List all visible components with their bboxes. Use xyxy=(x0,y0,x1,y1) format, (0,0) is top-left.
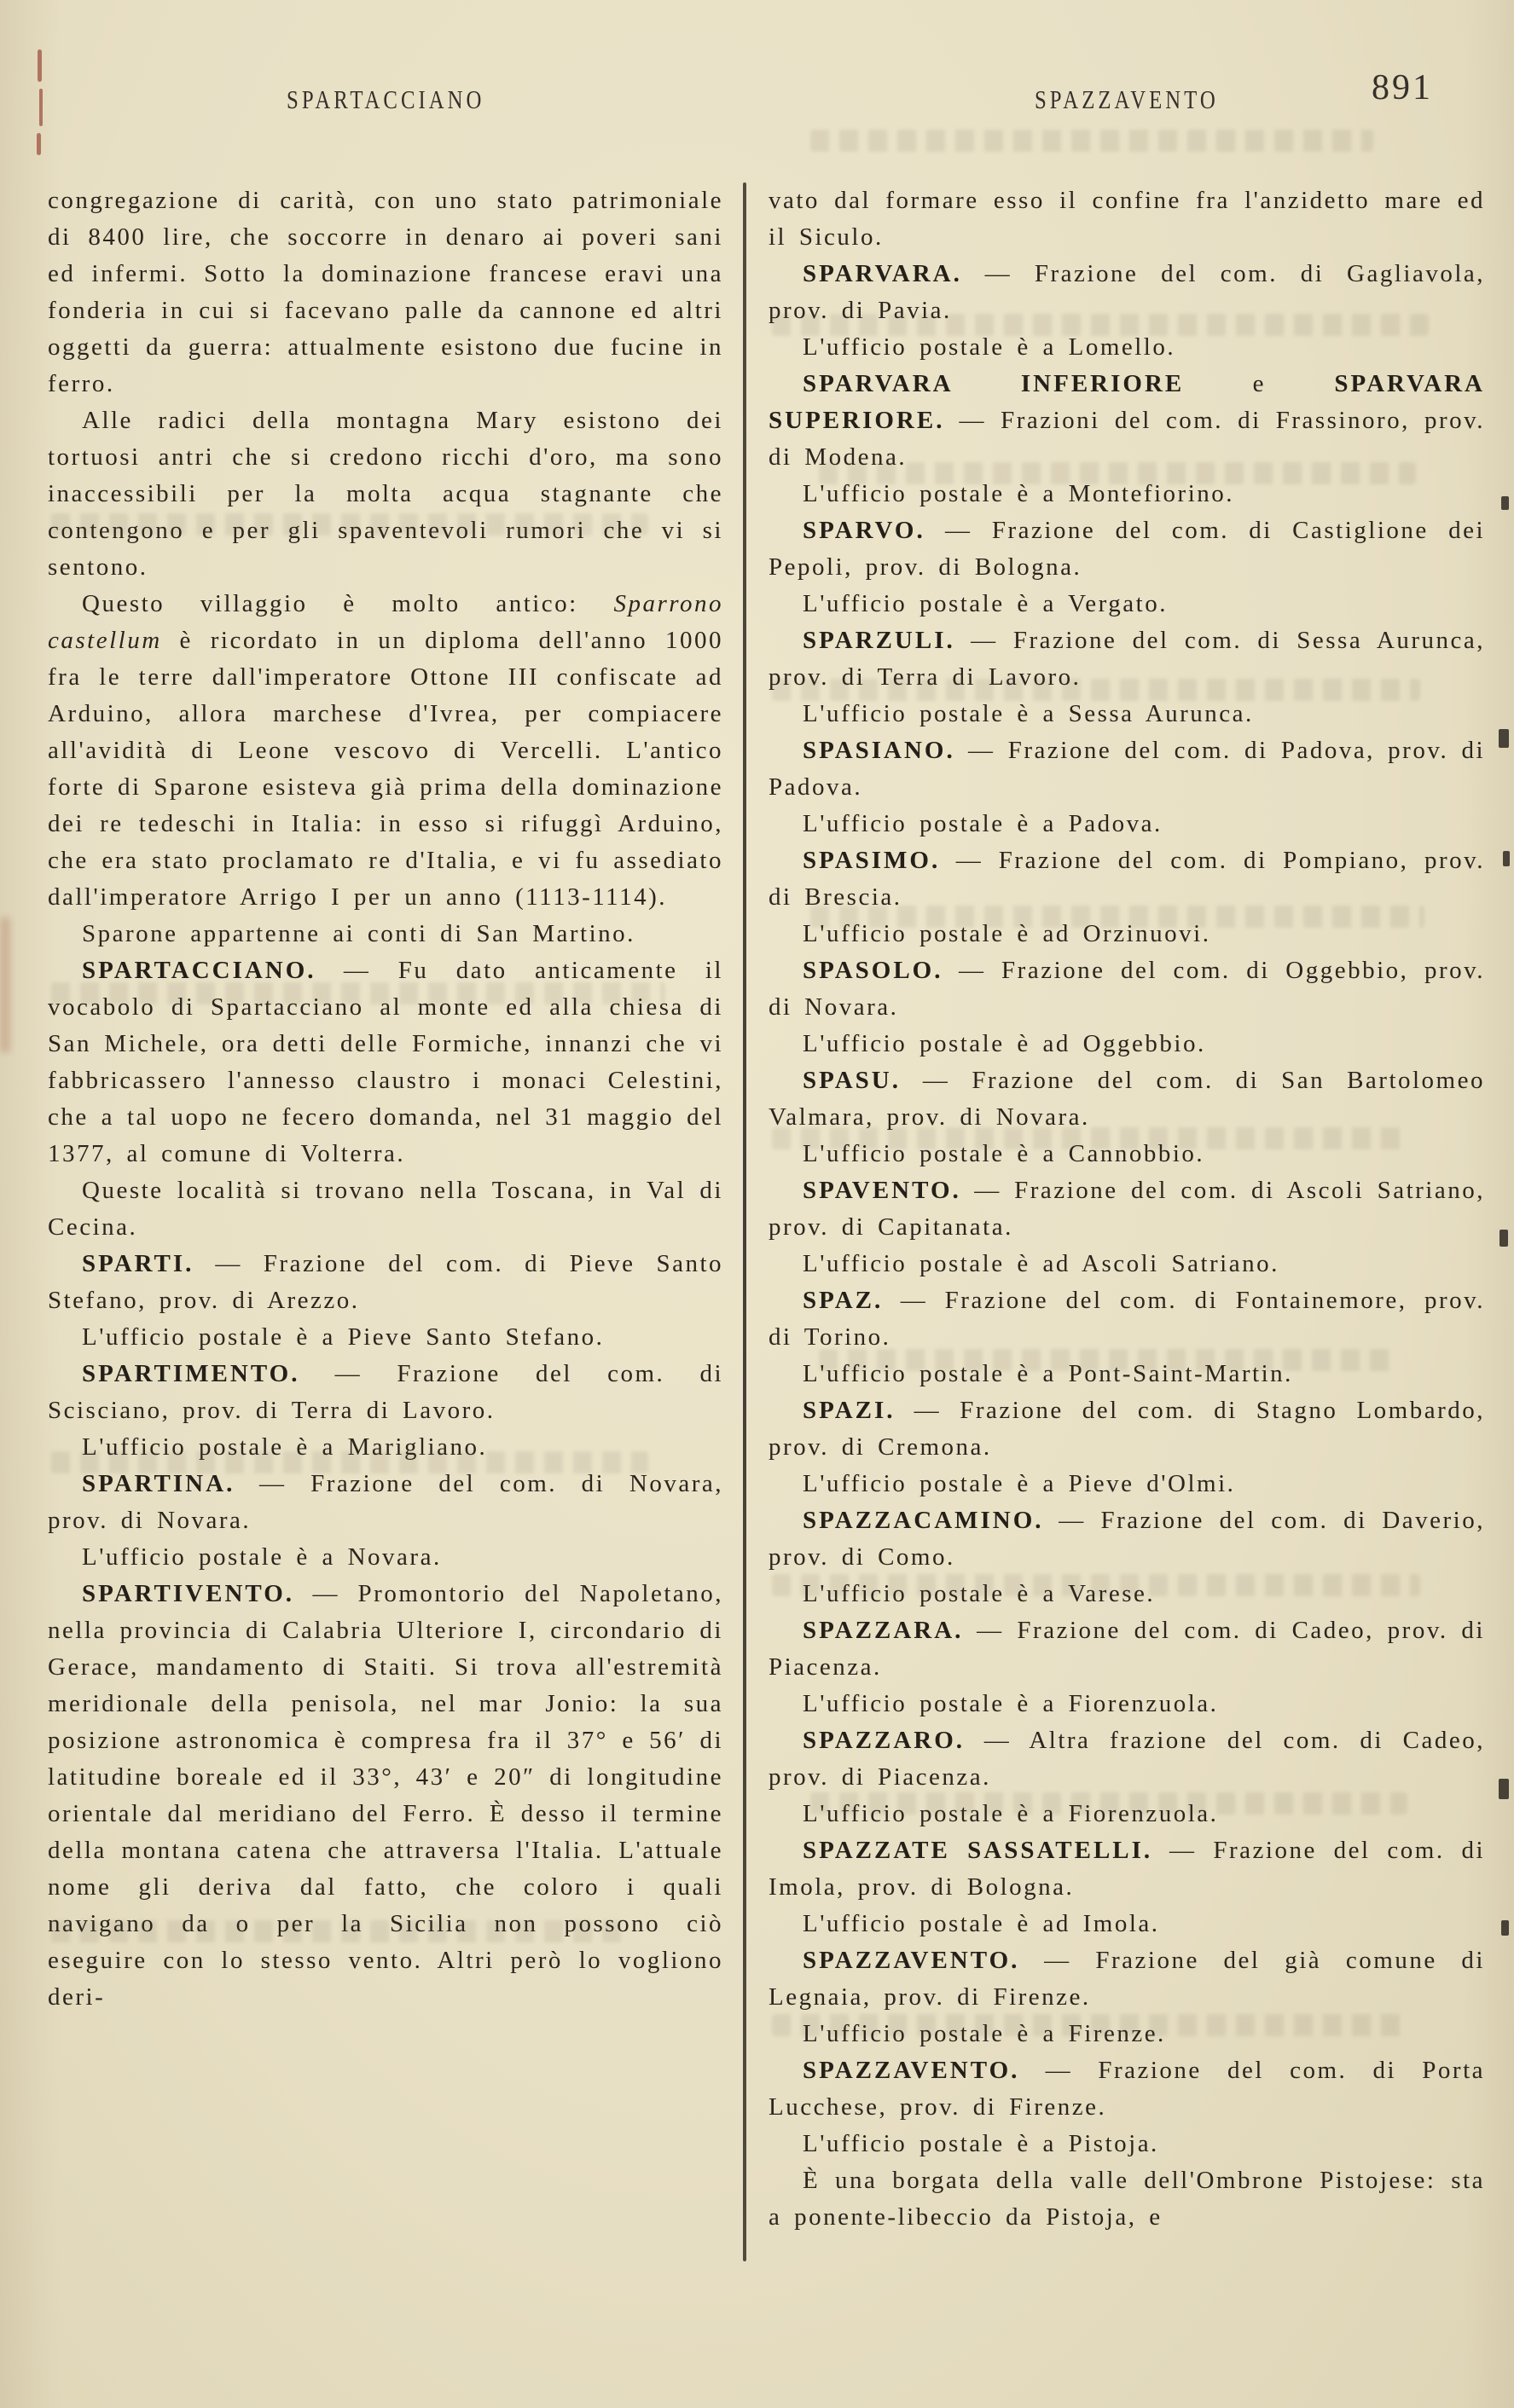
running-head-left xyxy=(48,84,723,119)
text-run: — Frazione del com. di Imola, prov. di Bologna. xyxy=(769,1837,1485,1901)
text-run: Alle radici della montagna Mary esistono dei tortuosi antri che si credono ricchi d'oro, ma sono inaccessibili per la molta acqua stagnante che contengono e per gli spaventevoli rumori che vi si sentono. xyxy=(48,407,723,581)
text-run: — Frazione del com. di San Bartolomeo Valmara, prov. di Novara. xyxy=(769,1067,1485,1131)
paragraph xyxy=(769,1136,1485,1172)
paragraph xyxy=(769,696,1485,732)
text-run: L'ufficio postale è a Varese. xyxy=(803,1580,1156,1607)
text-run: — Fu dato anticamente il vocabolo di Spartacciano al monte ed alla chiesa di San Michele, ora detti delle Formiche, innanzi che vi fabbricassero l'annesso claustro i monaci Celestini, che a tal uopo ne fecero domanda, nel 31 maggio del 1377, al comune di Volterra. xyxy=(48,957,723,1167)
entry-term: SPAZZARA. xyxy=(803,1617,964,1644)
text-run: — Frazione del com. di Cadeo, prov. di Piacenza. xyxy=(769,1617,1485,1681)
entry-paragraph xyxy=(48,1576,723,2016)
text-run: L'ufficio postale è ad Oggebbio. xyxy=(803,1030,1206,1057)
text-run: L'ufficio postale è a Padova. xyxy=(803,810,1163,837)
paragraph xyxy=(48,1172,723,1246)
text-run: — Frazione del com. di Novara, prov. di Novara. xyxy=(48,1470,723,1534)
entry-term: SPARTIMENTO. xyxy=(82,1360,300,1387)
text-run: — Frazione del com. di Sessa Aurunca, prov. di Terra di Lavoro. xyxy=(769,627,1485,691)
text-run: — Frazione del già comune di Legnaia, prov. di Firenze. xyxy=(769,1947,1485,2011)
text-run: è ricordato in un diploma dell'anno 1000 fra le terre dall'imperatore Ottone III confiscate ad Arduino, allora marchese d'Ivrea, per compiacere all'avidità di Leone vescovo di Vercelli. L'antico forte di Sparone esisteva già prima della dominazione dei re tedeschi in Italia: in esso si rifuggì Arduino, che era stato proclamato re d'Italia, e vi fu assediato dall'imperatore Arrigo I per un anno (1113-1114). xyxy=(48,627,723,911)
entry-paragraph xyxy=(48,1466,723,1539)
paragraph xyxy=(769,586,1485,622)
paragraph xyxy=(769,1356,1485,1392)
paragraph xyxy=(769,1906,1485,1942)
text-run: — Frazioni del com. di Frassinoro, prov. di Modena. xyxy=(769,407,1485,471)
text-run: L'ufficio postale è a Pistoja. xyxy=(803,2130,1159,2157)
text-run: — Frazione del com. di Pieve Santo Stefano, prov. di Arezzo. xyxy=(48,1250,723,1314)
paragraph xyxy=(48,1319,723,1356)
text-run: Queste località si trovano nella Toscana, in Val di Cecina. xyxy=(48,1177,723,1241)
left-text-column xyxy=(48,182,723,2016)
text-run: vato dal formare esso il confine fra l'anzidetto mare ed il Siculo. xyxy=(769,187,1485,251)
text-run: — Frazione del com. di Oggebbio, prov. di Novara. xyxy=(769,957,1485,1021)
text-run: — Frazione del com. di Pompiano, prov. di Brescia. xyxy=(769,847,1485,911)
text-run: L'ufficio postale è a Cannobbio. xyxy=(803,1140,1205,1167)
paragraph xyxy=(48,916,723,952)
italic-run: Sparrono castellum xyxy=(48,590,723,654)
entry-paragraph xyxy=(769,1392,1485,1466)
entry-term: SPAZZACAMINO. xyxy=(803,1507,1044,1534)
paragraph xyxy=(48,182,723,402)
page-edge-mark xyxy=(1501,1920,1509,1936)
entry-paragraph xyxy=(769,842,1485,916)
text-run: L'ufficio postale è a Novara. xyxy=(82,1543,442,1571)
paragraph xyxy=(769,2162,1485,2236)
text-run: L'ufficio postale è ad Imola. xyxy=(803,1910,1160,1937)
entry-paragraph xyxy=(769,1832,1485,1906)
text-run: L'ufficio postale è ad Orzinuovi. xyxy=(803,920,1211,947)
text-run: L'ufficio postale è ad Ascoli Satriano. xyxy=(803,1250,1279,1277)
text-run: L'ufficio postale è a Sessa Aurunca. xyxy=(803,700,1254,727)
paragraph xyxy=(769,806,1485,842)
entry-paragraph xyxy=(769,1612,1485,1686)
entry-paragraph xyxy=(769,1722,1485,1796)
entry-term: SPARZULI. xyxy=(803,627,955,654)
entry-term: SPARVARA SUPERIORE. xyxy=(769,370,1485,434)
paragraph xyxy=(769,476,1485,512)
entry-paragraph xyxy=(769,952,1485,1026)
text-run: e xyxy=(1184,370,1335,397)
entry-paragraph xyxy=(769,256,1485,329)
text-run: Questo villaggio è molto antico: xyxy=(82,590,614,617)
page-edge-mark xyxy=(1503,851,1510,866)
text-run: — Frazione del com. di Porta Lucchese, prov. di Firenze. xyxy=(769,2057,1485,2121)
paragraph xyxy=(769,182,1485,256)
page-edge-mark xyxy=(1499,729,1509,748)
running-head-left-text: SPARTACCIANO xyxy=(286,84,485,114)
text-run: — Frazione del com. di Castiglione dei Pepoli, prov. di Bologna. xyxy=(769,517,1485,581)
entry-paragraph xyxy=(769,622,1485,696)
entry-term: SPAZZAVENTO. xyxy=(803,2057,1020,2084)
page-edge-mark xyxy=(1499,1230,1508,1247)
paragraph xyxy=(769,1796,1485,1832)
text-run: L'ufficio postale è a Fiorenzuola. xyxy=(803,1800,1219,1827)
paragraph xyxy=(769,1576,1485,1612)
text-run: L'ufficio postale è a Vergato. xyxy=(803,590,1168,617)
entry-term: SPASIMO. xyxy=(803,847,941,874)
text-run: — Altra frazione del com. di Cadeo, prov. di Piacenza. xyxy=(769,1727,1485,1791)
text-run: — Frazione del com. di Stagno Lombardo, prov. di Cremona. xyxy=(769,1397,1485,1461)
entry-term: SPARTIVENTO. xyxy=(82,1580,295,1607)
text-run: L'ufficio postale è a Pont-Saint-Martin. xyxy=(803,1360,1293,1387)
entry-paragraph xyxy=(769,512,1485,586)
text-run: — Frazione del com. di Scisciano, prov. di Terra di Lavoro. xyxy=(48,1360,723,1424)
entry-term: SPARVARA. xyxy=(803,260,962,287)
right-text-column xyxy=(769,182,1485,2236)
entry-paragraph xyxy=(769,2052,1485,2126)
entry-paragraph xyxy=(769,1172,1485,1246)
paragraph xyxy=(48,586,723,916)
entry-term: SPARVARA INFERIORE xyxy=(803,370,1185,397)
text-run: congregazione di carità, con uno stato patrimoniale di 8400 lire, che soccorre in denaro ai poveri sani ed infermi. Sotto la dominazione francese eravi una fonderia in cui si facevano palle da cannone ed altri oggetti da guerra: attualmente esistono due fucine in ferro. xyxy=(48,187,723,397)
text-run: — Frazione del com. di Ascoli Satriano, prov. di Capitanata. xyxy=(769,1177,1485,1241)
text-run: L'ufficio postale è a Fiorenzuola. xyxy=(803,1690,1219,1717)
paragraph xyxy=(769,1466,1485,1502)
page-edge-mark xyxy=(1499,1779,1509,1799)
entry-paragraph xyxy=(48,952,723,1172)
entry-paragraph xyxy=(48,1246,723,1319)
paragraph xyxy=(769,329,1485,366)
text-run: L'ufficio postale è a Firenze. xyxy=(803,2020,1166,2047)
entry-term: SPARVO. xyxy=(803,517,925,544)
entry-paragraph xyxy=(48,1356,723,1429)
text-run: Sparone appartenne ai conti di San Martino. xyxy=(82,920,635,947)
entry-paragraph xyxy=(769,732,1485,806)
red-ink-mark xyxy=(38,49,42,82)
entry-paragraph xyxy=(769,1502,1485,1576)
text-run: — Frazione del com. di Daverio, prov. di Como. xyxy=(769,1507,1485,1571)
text-run: L'ufficio postale è a Marigliano. xyxy=(82,1433,488,1461)
paragraph xyxy=(769,916,1485,952)
paragraph xyxy=(48,402,723,586)
page-edge-mark xyxy=(1501,496,1509,510)
text-run: L'ufficio postale è a Pieve d'Olmi. xyxy=(803,1470,1236,1497)
text-run: L'ufficio postale è a Montefiorino. xyxy=(803,480,1234,507)
text-run: L'ufficio postale è a Pieve Santo Stefano. xyxy=(82,1323,605,1351)
paragraph xyxy=(769,1026,1485,1062)
paragraph xyxy=(769,1246,1485,1282)
running-head-right-text: SPAZZAVENTO xyxy=(1035,84,1219,114)
entry-paragraph xyxy=(769,1062,1485,1136)
paragraph xyxy=(48,1539,723,1576)
entry-paragraph xyxy=(769,1282,1485,1356)
text-run: L'ufficio postale è a Lomello. xyxy=(803,333,1176,361)
text-run: È una borgata della valle dell'Ombrone Pistojese: sta a ponente-libeccio da Pistoja, e xyxy=(769,2167,1485,2231)
paragraph xyxy=(769,2126,1485,2162)
red-ink-mark xyxy=(39,89,43,126)
entry-term: SPAZZARO. xyxy=(803,1727,966,1754)
paragraph xyxy=(769,2016,1485,2052)
entry-term: SPAZI. xyxy=(803,1397,896,1424)
text-run: — Frazione del com. di Padova, prov. di Padova. xyxy=(769,737,1485,801)
entry-term: SPARTINA. xyxy=(82,1470,235,1497)
entry-term: SPAVENTO. xyxy=(803,1177,961,1204)
entry-term: SPARTI. xyxy=(82,1250,194,1277)
entry-term: SPAZ. xyxy=(803,1287,884,1314)
entry-paragraph xyxy=(769,1942,1485,2016)
entry-term: SPARTACCIANO. xyxy=(82,957,316,984)
entry-term: SPASIANO. xyxy=(803,737,955,764)
text-run: — Frazione del com. di Fontainemore, prov. di Torino. xyxy=(769,1287,1485,1351)
entry-paragraph xyxy=(769,366,1485,476)
column-divider-rule xyxy=(743,182,746,2261)
red-edge-smudge xyxy=(0,917,10,1053)
paragraph xyxy=(769,1686,1485,1722)
entry-term: SPAZZAVENTO. xyxy=(803,1947,1020,1974)
text-run: — Promontorio del Napoletano, nella provincia di Calabria Ulteriore I, circondario di Gerace, mandamento di Staiti. Si trova all'estremità meridionale della penisola, nel mar Jonio: la sua posizione astronomica è compresa fra il 37° e 56′ di latitudine boreale ed il 33°, 43′ e 20″ di longitudine orientale dal meridiano del Ferro. È desso il termine della montana catena che attraversa l'Italia. L'attuale nome gli deriva dal fatto, che coloro i quali navigano da o per la Sicilia non possono ciò eseguire con lo stesso vento. Altri però lo vogliono deri- xyxy=(48,1580,723,2011)
paragraph xyxy=(48,1429,723,1466)
entry-term: SPAZZATE SASSATELLI. xyxy=(803,1837,1153,1864)
red-ink-mark xyxy=(37,133,41,155)
bleed-through-smudge xyxy=(810,130,1373,152)
page-number: 891 xyxy=(1372,68,1433,107)
text-run: — Frazione del com. di Gagliavola, prov. di Pavia. xyxy=(769,260,1485,324)
entry-term: SPASOLO. xyxy=(803,957,943,984)
entry-term: SPASU. xyxy=(803,1067,901,1094)
